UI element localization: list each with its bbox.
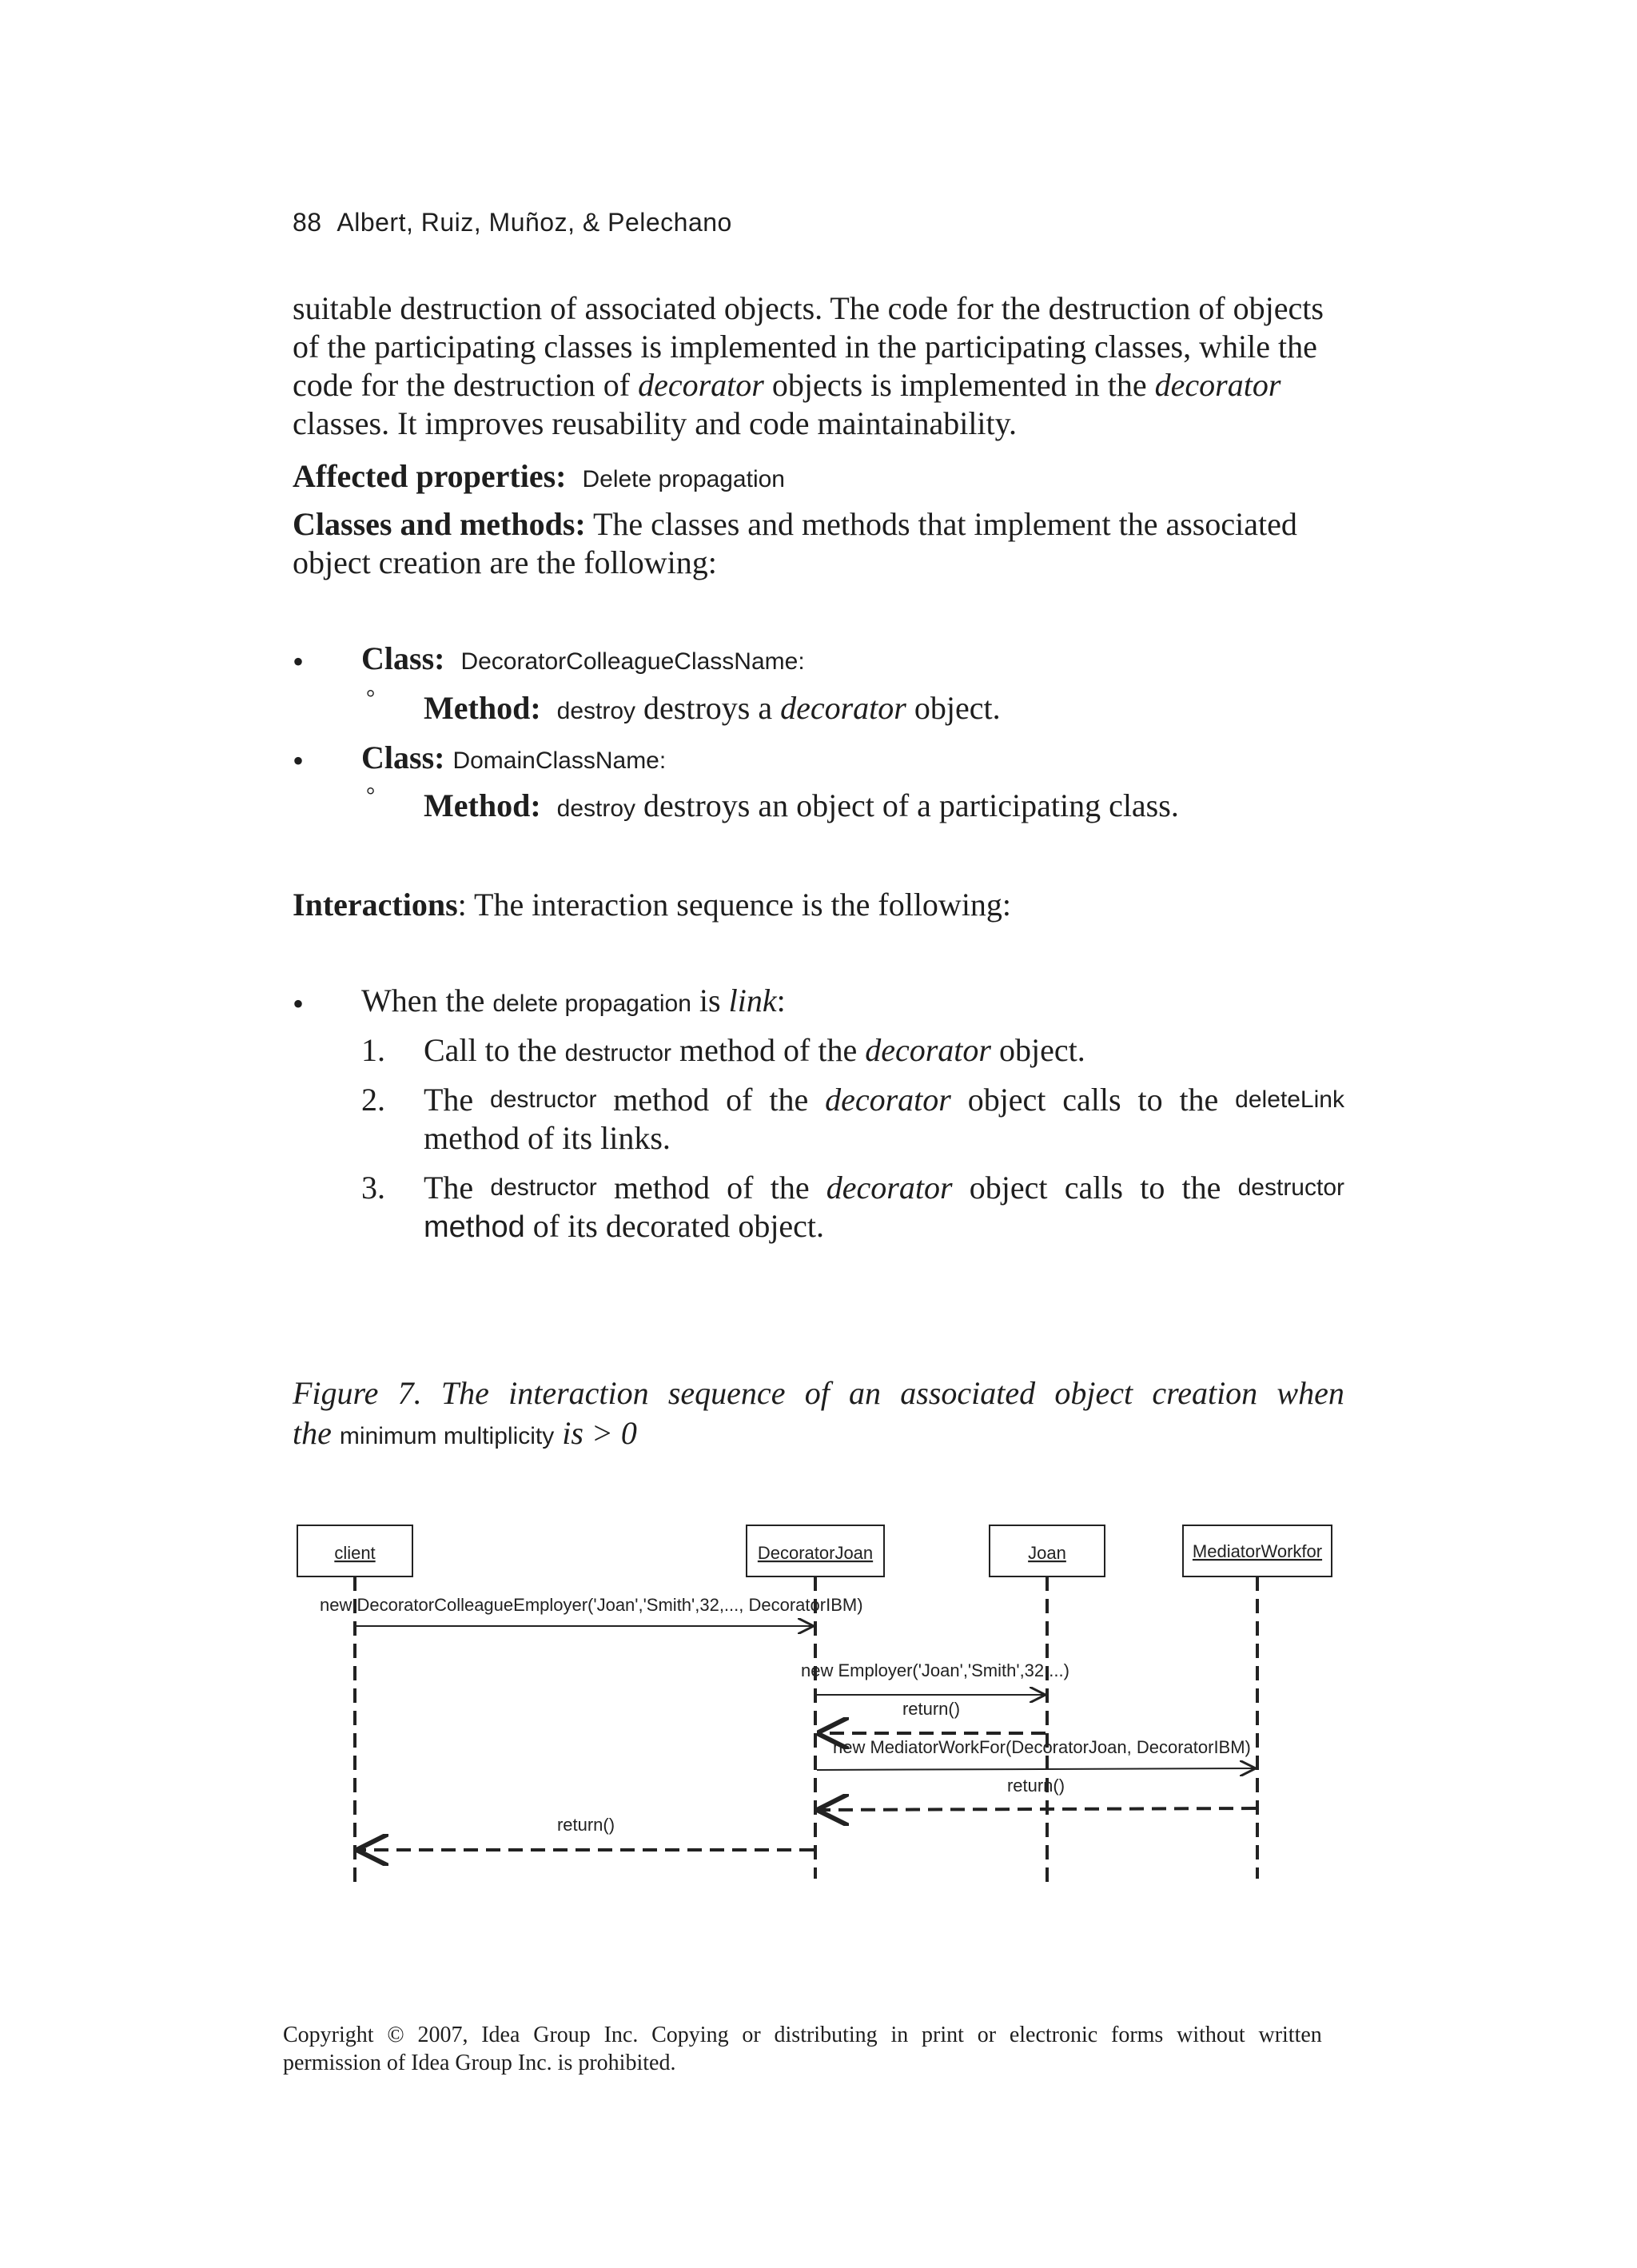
- classes-methods-text: The classes and methods that implement the associated: [585, 506, 1297, 542]
- class-item: Class: DecoratorColleagueClassName:: [361, 640, 805, 676]
- class-bullet: •: [293, 644, 305, 680]
- class-name: DomainClassName:: [452, 747, 667, 774]
- lifeline-label-mediator-workfor: MediatorWorkfor: [1192, 1541, 1323, 1561]
- affected-label: Affected properties:: [293, 458, 567, 494]
- method-sub-bullet: °: [366, 783, 376, 808]
- step-number: 1.: [361, 1032, 385, 1068]
- method-sub-bullet: °: [366, 686, 376, 711]
- return-arrow: [817, 1808, 1256, 1810]
- step-number: 3.: [361, 1170, 385, 1206]
- class-bullet: •: [293, 743, 305, 779]
- lifeline-label-decorator-joan: DecoratorJoan: [757, 1543, 874, 1563]
- step-item: Call to the destructor method of the decorator object.: [424, 1032, 1085, 1068]
- when-item: When the delete propagation is link:: [361, 983, 786, 1018]
- header-authors: Albert, Ruiz, Muñoz, & Pelechano: [337, 208, 732, 237]
- interactions-paragraph: Interactions: The interaction sequence is the following:: [293, 887, 1012, 923]
- caption-line-2: the minimum multiplicity is > 0: [293, 1415, 637, 1451]
- return-label: return(): [1006, 1776, 1065, 1796]
- message-arrow: [817, 1768, 1256, 1770]
- method-name: destroy: [556, 698, 636, 724]
- method-item: Method: destroy destroys a decorator object.: [424, 690, 1001, 726]
- return-label: return(): [556, 1815, 615, 1835]
- copyright-line-2: permission of Idea Group Inc. is prohibited.: [283, 2051, 676, 2075]
- interactions-label: Interactions: [293, 887, 458, 923]
- lifeline-label-client: client: [334, 1543, 376, 1563]
- method-item: Method: destroy destroys an object of a participating class.: [424, 787, 1179, 823]
- classes-methods-label: Classes and methods:: [293, 506, 586, 542]
- message-label: new DecoratorColleagueEmployer('Joan','Smith',32,..., DecoratorIBM): [320, 1595, 863, 1615]
- intro-line: of the participating classes is implemented in the participating classes, while the: [293, 329, 1317, 365]
- when-bullet: •: [293, 986, 305, 1022]
- intro-line: suitable destruction of associated objects. The code for the destruction of objects: [293, 290, 1324, 326]
- message-label: new Employer('Joan','Smith',32,...): [801, 1660, 1069, 1680]
- affected-value: Delete propagation: [582, 466, 785, 492]
- intro-line: classes. It improves reusability and code maintainability.: [293, 405, 1018, 441]
- step-item: The destructor method of the decorator object calls to the deleteLink method of its links.: [424, 1082, 1344, 1156]
- copyright-line-1: Copyright © 2007, Idea Group Inc. Copying or distributing in print or electronic forms without written: [283, 2023, 1322, 2047]
- step-item: The destructor method of the decorator object calls to the destructor method of its decorated object.: [424, 1170, 1344, 1244]
- step-number: 2.: [361, 1082, 385, 1118]
- class-name: DecoratorColleagueClassName:: [460, 648, 805, 675]
- lifeline-label-joan: Joan: [1028, 1543, 1066, 1563]
- caption-line-1: Figure 7. The interaction sequence of an associated object creation when: [293, 1375, 1344, 1411]
- method-name: destroy: [556, 795, 636, 822]
- page-number: 88: [293, 208, 322, 237]
- return-label: return(): [902, 1699, 961, 1719]
- message-label: new MediatorWorkFor(DecoratorJoan, DecoratorIBM): [833, 1737, 1251, 1757]
- intro-line: code for the destruction of decorator objects is implemented in the decorator: [293, 367, 1281, 403]
- class-item: Class: DomainClassName:: [361, 739, 667, 775]
- copyright-footer: [283, 2021, 1322, 2077]
- classes-methods-text-2: object creation are the following:: [293, 544, 717, 580]
